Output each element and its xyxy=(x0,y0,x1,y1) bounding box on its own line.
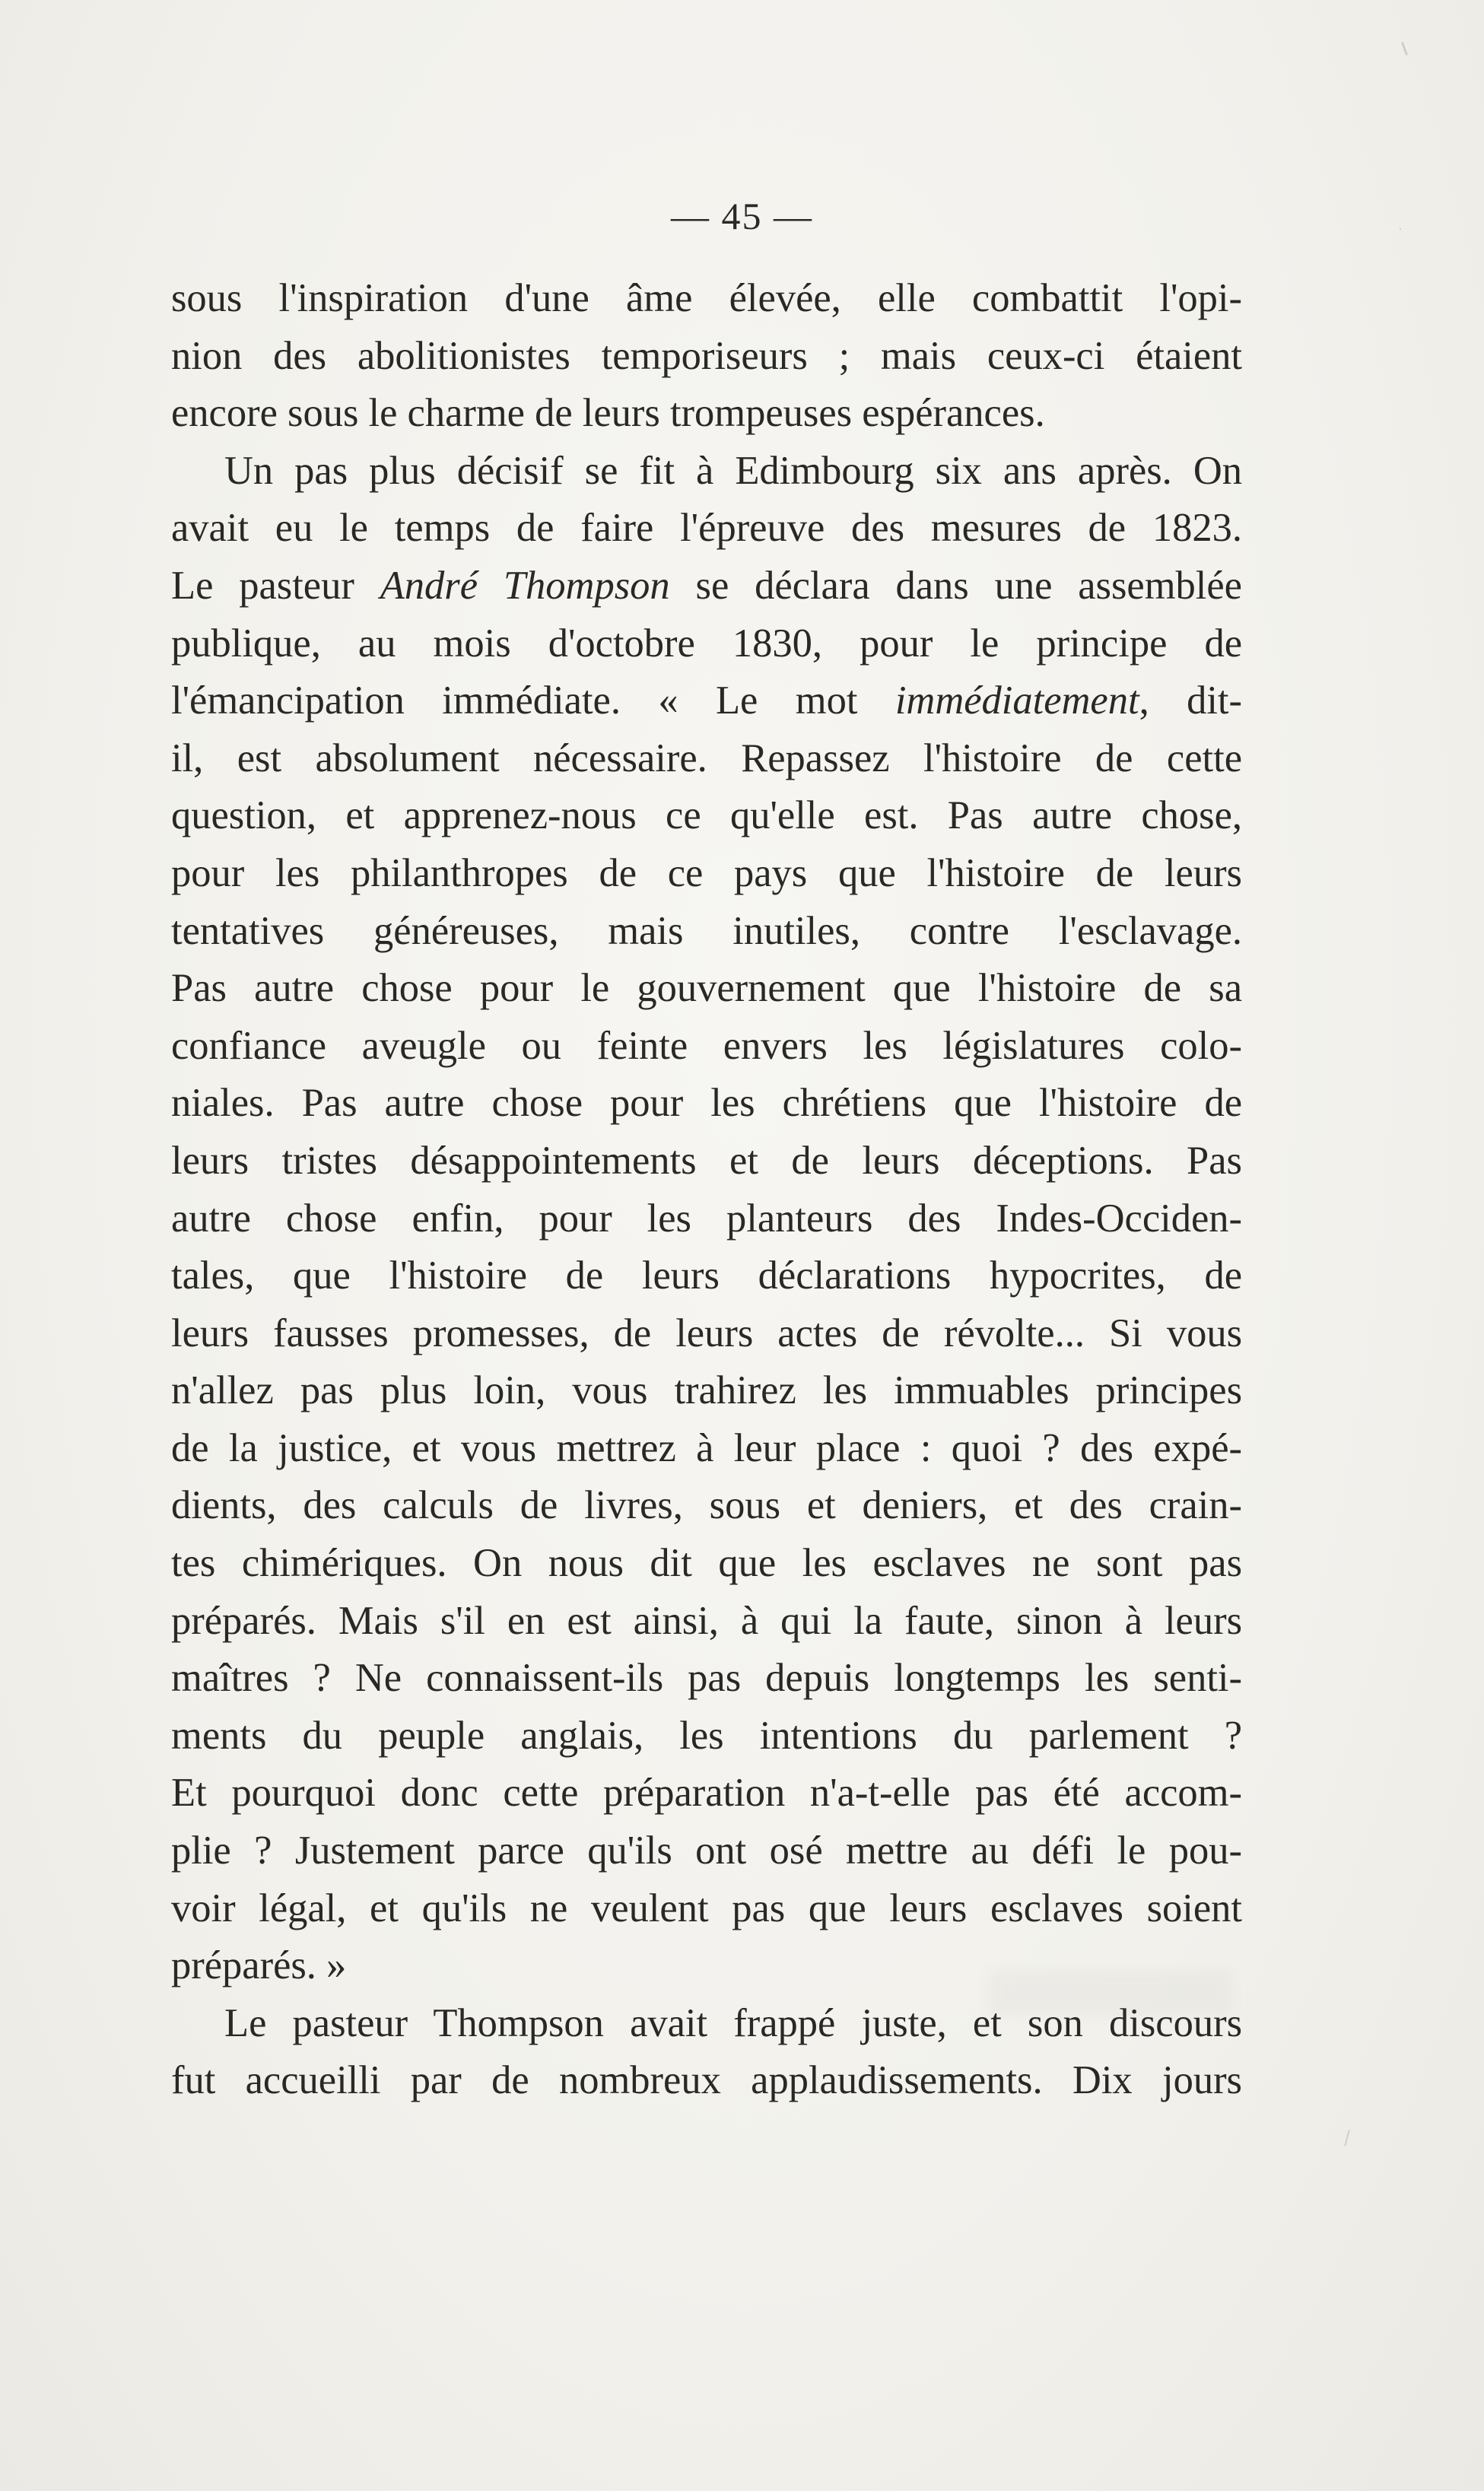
text-segment: Pas autre chose pour le gouvernement que l'histoire de sa xyxy=(171,966,1242,1011)
text-segment: avait eu le temps de faire l'épreuve des mesures de 1823. xyxy=(171,506,1242,551)
text-line xyxy=(171,1477,1242,1535)
text-line xyxy=(171,1190,1242,1248)
text-segment: il, est absolument nécessaire. Repassez l'histoire de cette xyxy=(171,736,1242,780)
text-line xyxy=(171,385,1242,443)
text-line xyxy=(171,1708,1242,1765)
text-segment: publique, au mois d'octobre 1830, pour le principe de xyxy=(171,621,1242,666)
text-line xyxy=(171,1305,1242,1363)
text-line xyxy=(171,500,1242,558)
text-line xyxy=(171,1650,1242,1708)
text-line xyxy=(171,270,1242,328)
text-segment: autre chose enfin, pour les planteurs des Indes-Occiden- xyxy=(171,1196,1242,1241)
text-segment: l'émancipation immédiate. « Le mot xyxy=(171,678,895,723)
text-segment: tentatives généreuses, mais inutiles, contre l'esclavage. xyxy=(171,908,1242,953)
text-segment: se déclara dans une assemblée xyxy=(669,563,1242,608)
text-line xyxy=(171,1362,1242,1420)
body-text xyxy=(171,270,1242,2110)
text-segment: tales, que l'histoire de leurs déclarations hypocrites, de xyxy=(171,1253,1242,1298)
text-segment: maîtres ? Ne connaissent-ils pas depuis longtemps les senti- xyxy=(171,1656,1242,1701)
text-line xyxy=(171,1247,1242,1305)
text-line xyxy=(171,328,1242,386)
paper-speck xyxy=(1401,42,1408,56)
text-segment: Et pourquoi donc cette préparation n'a-t-elle pas été accom- xyxy=(171,1771,1242,1816)
text-segment: leurs fausses promesses, de leurs actes de révolte... Si vous xyxy=(171,1311,1242,1355)
text-segment: question, et apprenez-nous ce qu'elle est. Pas autre chose, xyxy=(171,793,1242,838)
page-number: — 45 — xyxy=(671,195,813,237)
text-line xyxy=(171,615,1242,673)
text-segment: plie ? Justement parce qu'ils ont osé mettre au défi le pou- xyxy=(171,1829,1242,1873)
text-segment: sous l'inspiration d'une âme élevée, elle combattit l'opi- xyxy=(171,276,1242,320)
text-line xyxy=(171,845,1242,903)
text-segment: n'allez pas plus loin, vous trahirez les immuables principes xyxy=(171,1368,1242,1413)
text-segment: nion des abolitionistes temporiseurs ; mais ceux-ci étaient xyxy=(171,333,1242,378)
text-segment: Un pas plus décisif se fit à Edimbourg six ans après. On xyxy=(224,448,1242,493)
text-segment: encore sous le charme de leurs trompeuses espérances. xyxy=(171,391,1045,436)
italic-text: André Thompson xyxy=(380,563,670,608)
text-line xyxy=(171,1075,1242,1133)
text-line xyxy=(171,903,1242,961)
text-line xyxy=(171,1593,1242,1651)
text-segment: leurs tristes désappointements et de leurs déceptions. Pas xyxy=(171,1138,1242,1183)
text-line xyxy=(171,1420,1242,1478)
text-segment: dients, des calculs de livres, sous et deniers, et des crain- xyxy=(171,1483,1242,1528)
text-segment: Le pasteur Thompson avait frappé juste, et son discours xyxy=(224,2000,1242,2045)
paper-speck xyxy=(1400,228,1401,230)
text-line xyxy=(171,443,1242,500)
text-segment: préparés. Mais s'il en est ainsi, à qui la faute, sinon à leurs xyxy=(171,1598,1242,1643)
text-line xyxy=(171,2052,1242,2110)
text-line xyxy=(171,1018,1242,1076)
text-segment: pour les philanthropes de ce pays que l'histoire de leurs xyxy=(171,850,1242,895)
text-line xyxy=(171,1133,1242,1190)
text-segment: préparés. » xyxy=(171,1943,347,1988)
text-line xyxy=(171,1822,1242,1880)
text-line xyxy=(171,1765,1242,1822)
paragraph xyxy=(171,443,1242,1995)
text-segment: ments du peuple anglais, les intentions du parlement ? xyxy=(171,1713,1242,1758)
paper-speck xyxy=(1344,2130,1350,2146)
text-segment: fut accueilli par de nombreux applaudissements. Dix jours xyxy=(171,2058,1242,2103)
text-segment: confiance aveugle ou feinte envers les législatures colo- xyxy=(171,1023,1242,1068)
text-segment: niales. Pas autre chose pour les chrétiens que l'histoire de xyxy=(171,1081,1242,1126)
text-segment: tes chimériques. On nous dit que les esclaves ne sont pas xyxy=(171,1541,1242,1586)
text-line xyxy=(171,558,1242,615)
italic-text: immédiatement xyxy=(895,678,1139,723)
text-line xyxy=(171,787,1242,845)
text-line xyxy=(171,1880,1242,1938)
text-segment: voir légal, et qu'ils ne veulent pas que leurs esclaves soient xyxy=(171,1886,1242,1930)
paper-speck xyxy=(989,1970,1232,2016)
text-line xyxy=(171,960,1242,1018)
text-line xyxy=(171,1535,1242,1593)
text-segment: , dit- xyxy=(1139,678,1243,723)
text-segment: de la justice, et vous mettrez à leur place : quoi ? des expé- xyxy=(171,1425,1242,1470)
text-line xyxy=(171,672,1242,730)
text-line xyxy=(171,730,1242,788)
paragraph xyxy=(171,270,1242,443)
text-segment: Le pasteur xyxy=(171,563,380,608)
